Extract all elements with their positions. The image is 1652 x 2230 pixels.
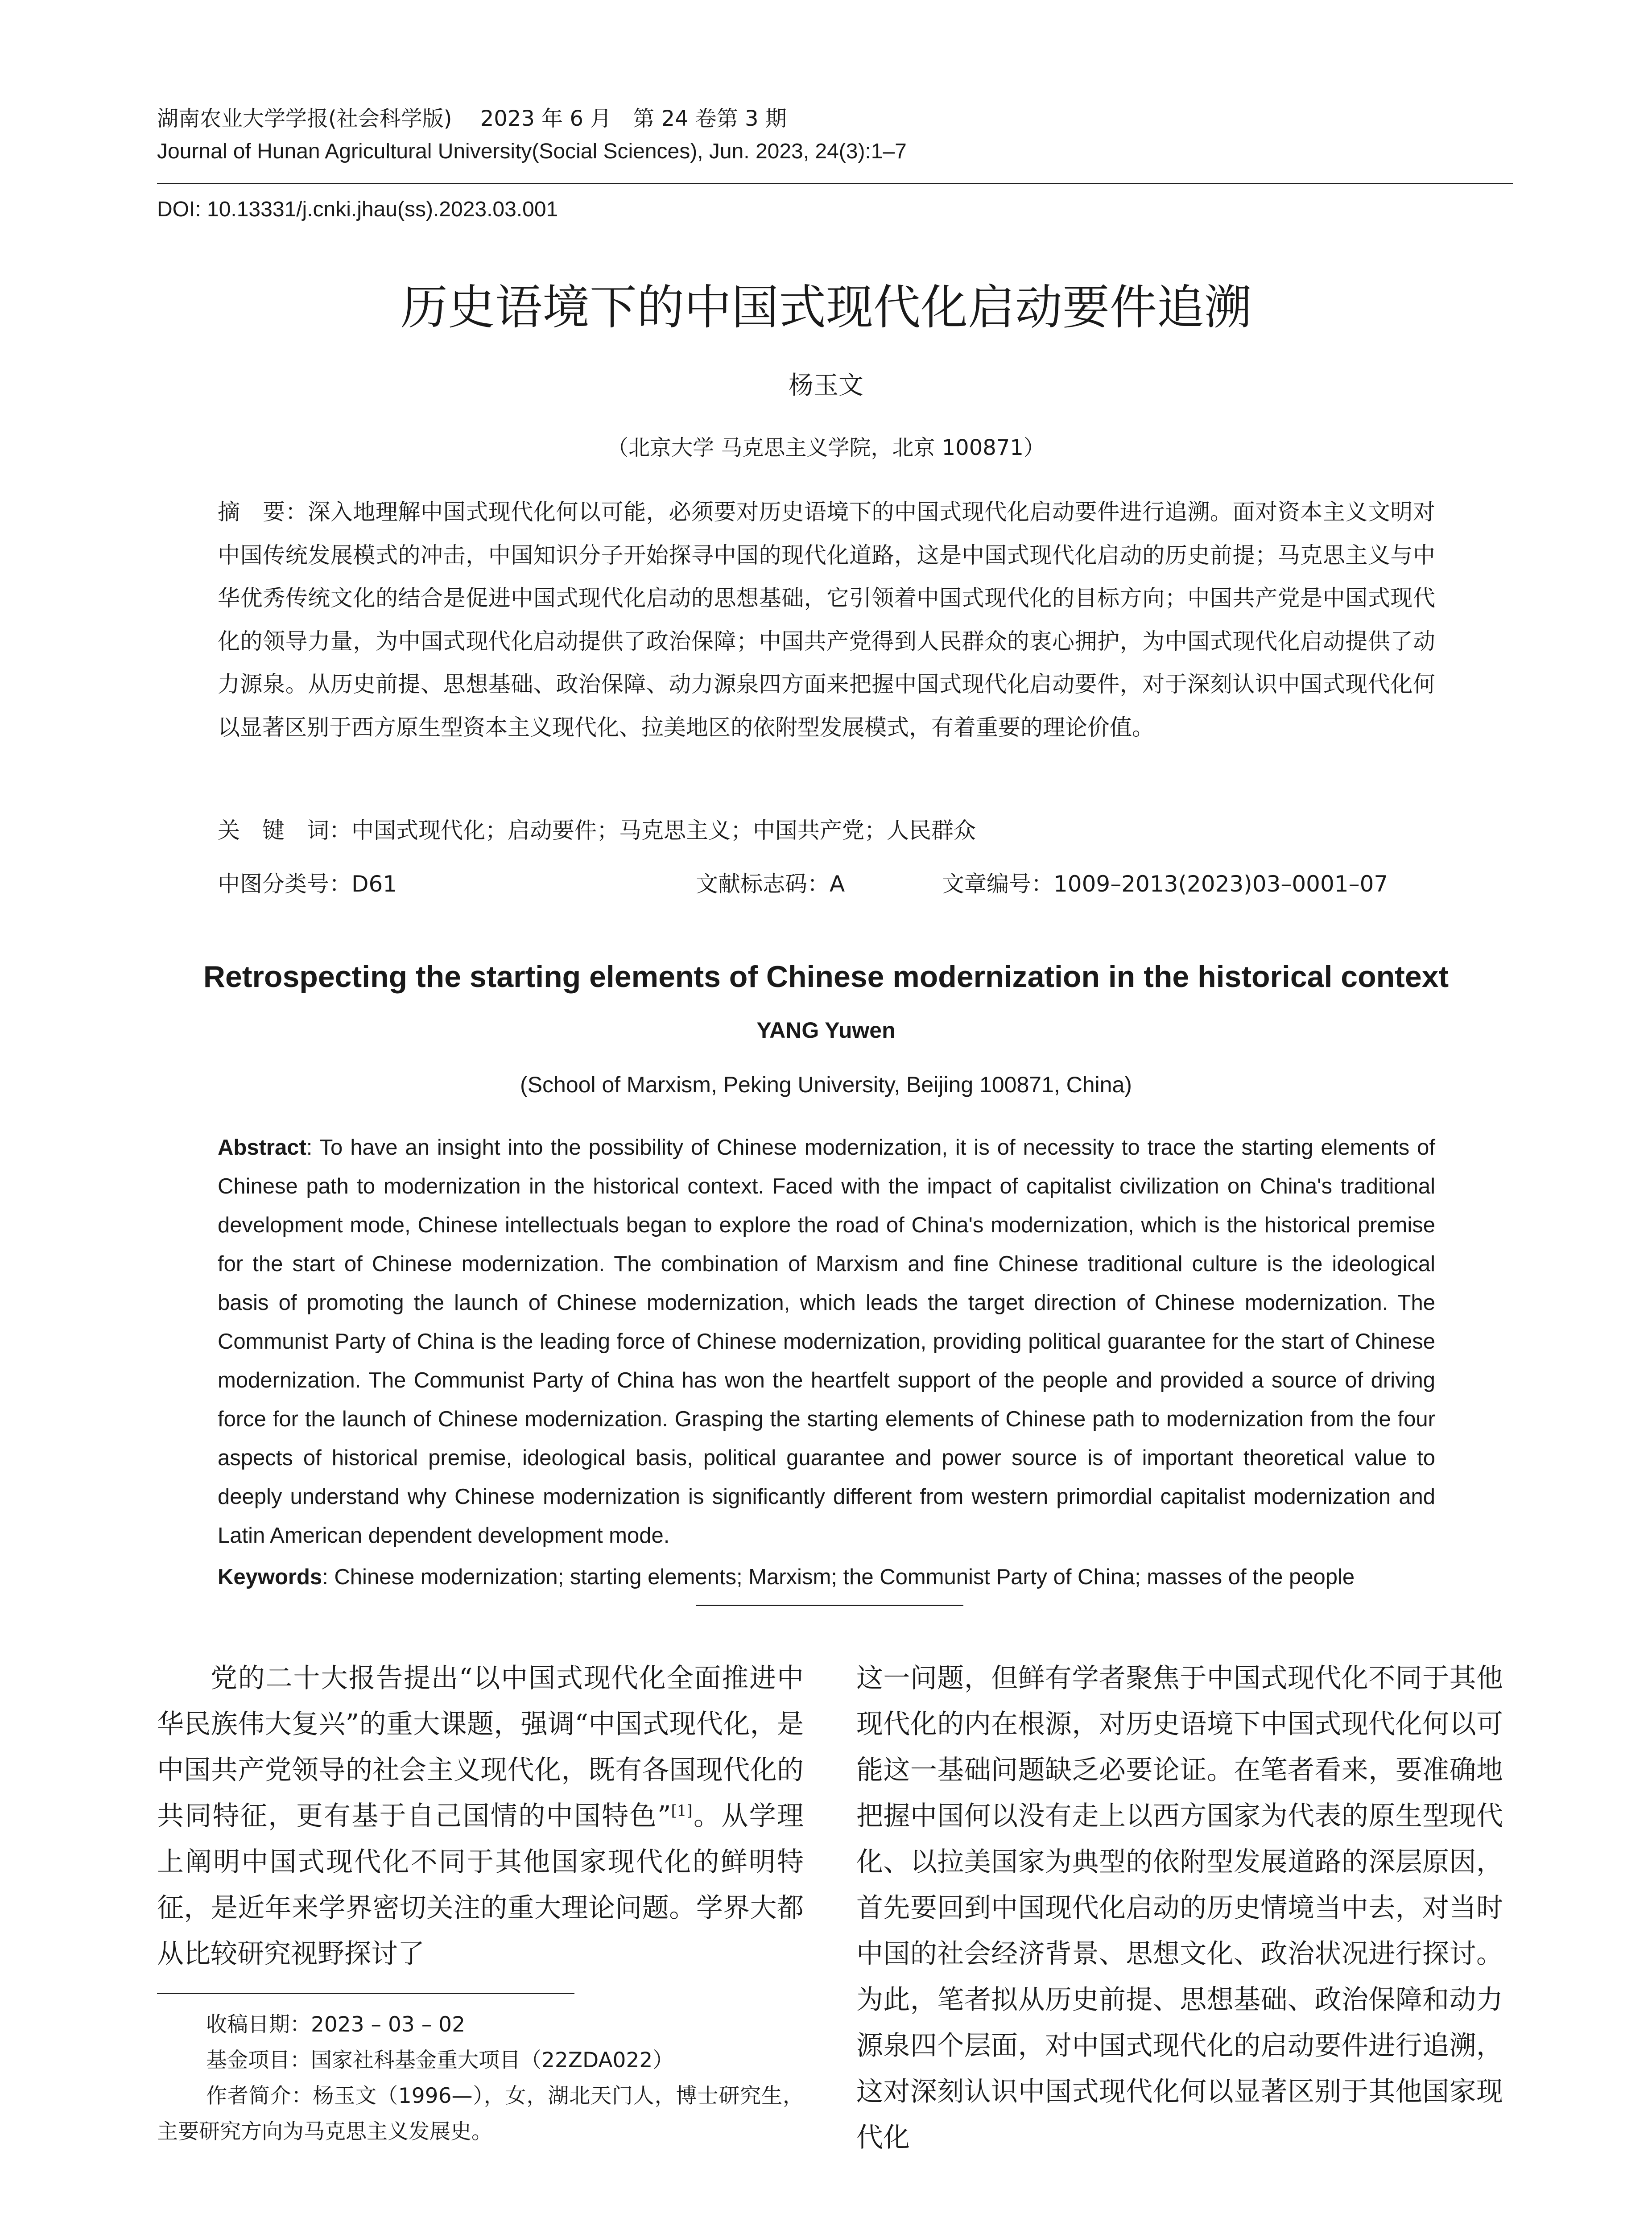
article-number: 文章编号：1009–2013(2023)03–0001–07	[942, 871, 1388, 897]
author-bio	[157, 2078, 804, 2150]
abstract-label-cn: 摘 要：	[218, 499, 308, 525]
body-right-column: 这一问题，但鲜有学者聚焦于中国式现代化不同于其他现代化的内在根源，对历史语境下中国式现代化何以可能这一基础问题缺乏必要论证。在笔者看来，要准确地把握中国何以没有走上以西方国家为代表的原生型现代化、以拉美国家为典型的依附型发展道路的深层原因，首先要回到中国现代化启动的历史情境当中去，对当时中国的社会经济背景、思想文化、政治状况进行探讨。为此，笔者拟从历史前提、思想基础、政治保障和动力源泉四个层面，对中国式现代化的启动要件进行追溯，这对深刻认识中国式现代化何以显著区别于其他国家现代化	[856, 1663, 1503, 2153]
author-bio-text: 杨玉文（1996—），女，湖北天门人，博士研究生，主要研究方向为马克思主义发展史。	[157, 2084, 804, 2144]
doi: DOI: 10.13331/j.cnki.jhau(ss).2023.03.001	[157, 198, 558, 221]
keywords-cn	[218, 816, 976, 845]
affiliation-en: (School of Marxism, Peking University, Beijing 100871, China)	[520, 1072, 1132, 1097]
abstract-text-cn: 深入地理解中国式现代化何以可能，必须要对历史语境下的中国式现代化启动要件进行追溯。面对资本主义文明对中国传统发展模式的冲击，中国知识分子开始探寻中国的现代化道路，这是中国式现代化启动的历史前提；马克思主义与中华优秀传统文化的结合是促进中国式现代化启动的思想基础，它引领着中国式现代化的目标方向；中国共产党是中国式现代化的领导力量，为中国式现代化启动提供了政治保障；中国共产党得到人民群众的衷心拥护，为中国式现代化启动提供了动力源泉。从历史前提、思想基础、政治保障、动力源泉四方面来把握中国式现代化启动要件，对于深刻认识中国式现代化何以显著区别于西方原生型资本主义现代化、拉美地区的依附型发展模式，有着重要的理论价值。	[218, 499, 1435, 740]
body-left-column	[157, 1656, 804, 1977]
abstract-cn	[218, 491, 1435, 749]
citation-ref: [1]	[671, 1802, 693, 1820]
abstract-label-en: Abstract	[218, 1136, 306, 1160]
fund-project: 基金项目：国家社科基金重大项目（22ZDA022）	[206, 2048, 674, 2073]
affiliation-cn: （北京大学 马克思主义学院，北京 100871）	[607, 435, 1045, 460]
abstract-separator	[696, 1605, 963, 1606]
author-bio-label: 作者简介：	[206, 2084, 313, 2108]
keywords-text-en: : Chinese modernization; starting elements; Marxism; the Communist Party of China; masses of the people	[322, 1565, 1355, 1589]
abstract-en	[218, 1128, 1435, 1555]
keywords-text-cn: 中国式现代化；启动要件；马克思主义；中国共产党；人民群众	[351, 818, 976, 843]
header-rule	[157, 183, 1513, 184]
abstract-text-en: : To have an insight into the possibility of Chinese modernization, it is of necessity to trace the starting elements of Chinese path to modernization in the historical context. Faced with the impact of capitalist civilization on China's traditional development mode, Chinese intellectuals began to explore the road of China's modernization, which is the historical premise for the start of Chinese modernization. The combination of Marxism and fine Chinese traditional culture is the ideological basis of promoting the launch of Chinese modernization, which leads the target direction of Chinese modernization. The Communist Party of China is the leading force of Chinese modernization, providing political guarantee for the start of Chinese modernization. The Communist Party of China has won the heartfelt support of the people and provided a source of driving force for the launch of Chinese modernization. Grasping the starting elements of Chinese path to modernization from the four aspects of historical premise, ideological basis, political guarantee and power source is of important theoretical value to deeply understand why Chinese modernization is significantly different from western primordial capitalist modernization and Latin American dependent development mode.	[218, 1136, 1435, 1548]
received-date: 收稿日期：2023 – 03 – 02	[206, 2012, 465, 2037]
author-en: YANG Yuwen	[756, 1018, 896, 1043]
body-left-text-a: 党的二十大报告提出“以中国式现代化全面推进中华民族伟大复兴”的重大课题，强调“中国式现代化，是中国共产党领导的社会主义现代化，既有各国现代化的共同特征，更有基于自己国情的中国特色”	[157, 1663, 804, 1832]
article-title-en: Retrospecting the starting elements of Chinese modernization in the historical context	[203, 960, 1449, 994]
document-code: 文献标志码：A	[696, 871, 845, 897]
footnote-rule	[157, 1993, 574, 1994]
keywords-en	[218, 1563, 1355, 1591]
journal-header-en: Journal of Hunan Agricultural University(Social Sciences), Jun. 2023, 24(3):1–7	[157, 140, 907, 163]
clc-number: 中图分类号：D61	[218, 871, 397, 897]
author-cn: 杨玉文	[789, 371, 863, 400]
keywords-label-cn: 关 键 词：	[218, 818, 351, 843]
body-left-text-b: 。从学理上阐明中国式现代化不同于其他国家现代化的鲜明特征，是近年来学界密切关注的重大理论问题。学界大都从比较研究视野探讨了	[157, 1801, 804, 1970]
journal-header-cn: 湖南农业大学学报(社会科学版) 2023 年 6 月 第 24 卷第 3 期	[157, 106, 787, 131]
keywords-label-en: Keywords	[218, 1565, 322, 1589]
article-title-cn: 历史语境下的中国式现代化启动要件追溯	[401, 280, 1251, 335]
